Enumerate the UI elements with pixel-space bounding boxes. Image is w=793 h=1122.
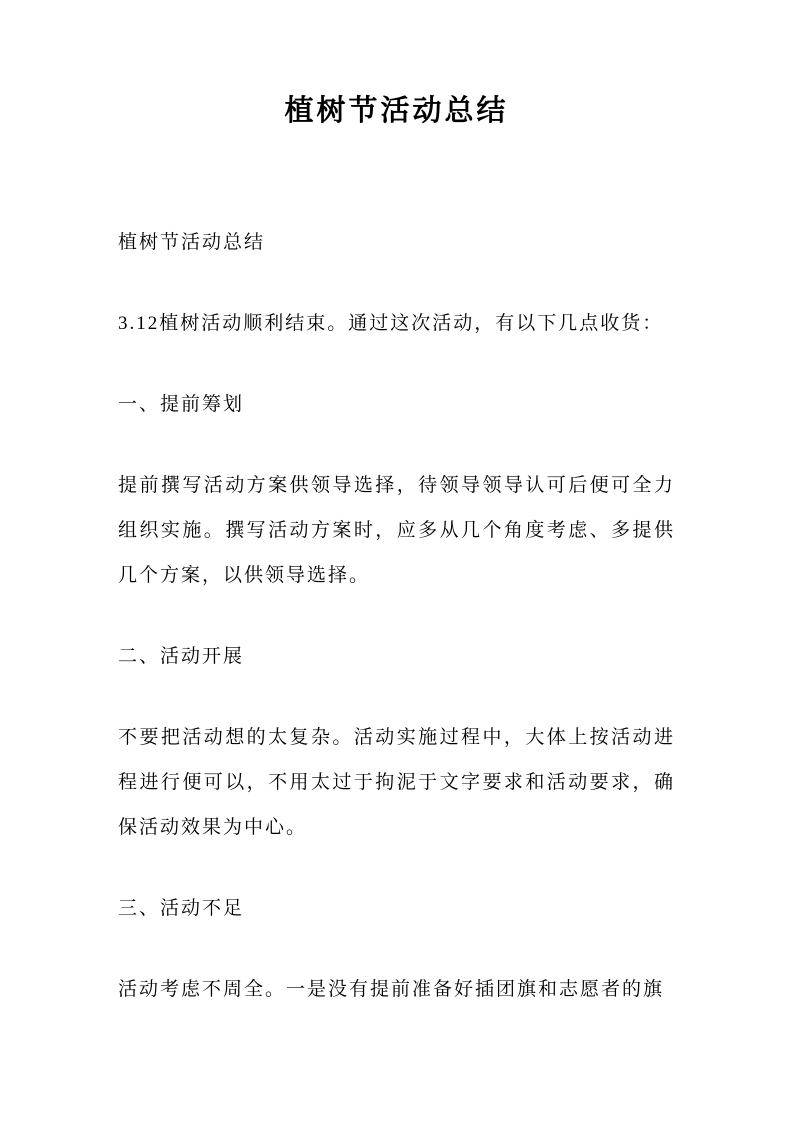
section-heading-3: 三、活动不足 <box>118 898 245 919</box>
paragraph-section-3: 活动考虑不周全。一是没有提前准备好插团旗和志愿者的旗 <box>118 979 665 1000</box>
section-heading-2: 二、活动开展 <box>118 646 245 667</box>
paragraph-subtitle: 植树节活动总结 <box>118 232 266 253</box>
document-body <box>118 220 675 1012</box>
paragraph-section-1: 提前撰写活动方案供领导选择，待领导领导认可后便可全力组织实施。撰写活动方案时，应多从几个角度考虑、多提供几个方案，以供领导选择。 <box>118 475 675 586</box>
paragraph-section-2: 不要把活动想的太复杂。活动实施过程中，大体上按活动进程进行便可以，不用太过于拘泥于文字要求和活动要求，确保活动效果为中心。 <box>118 727 675 838</box>
document-title: 植树节活动总结 <box>284 95 509 127</box>
paragraph-intro: 3.12植树活动顺利结束。通过这次活动，有以下几点收货： <box>118 313 664 334</box>
section-heading-1: 一、提前筹划 <box>118 394 245 415</box>
